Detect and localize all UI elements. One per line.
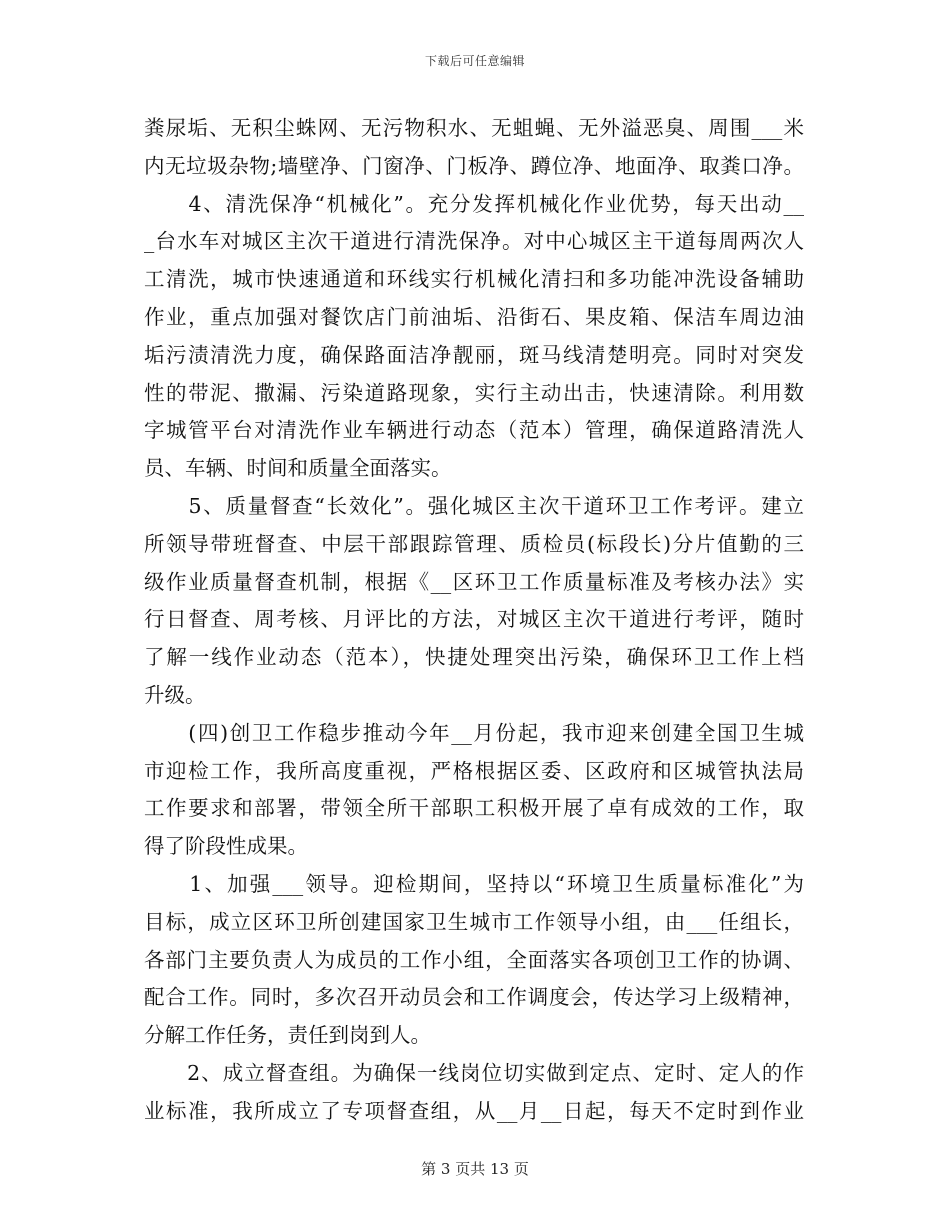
page-footer: 第 3 页共 13 页 bbox=[421, 1160, 529, 1178]
body-line: _台水车对城区主次干道进行清洗保净。对中心城区主干道每周两次人 bbox=[144, 229, 804, 254]
body-line: 配合工作。同时，多次召开动员会和工作调度会，传达学习上级精神， bbox=[144, 985, 804, 1010]
body-line: 得了阶段性成果。 bbox=[144, 834, 308, 859]
body-line: 性的带泥、撒漏、污染道路现象，实行主动出击，快速清除。利用数 bbox=[144, 380, 804, 405]
body-line: 垢污渍清洗力度，确保路面洁净靓丽，斑马线清楚明亮。同时对突发 bbox=[144, 342, 804, 367]
body-line: 工作要求和部署，带领全所干部职工积极开展了卓有成效的工作，取 bbox=[144, 796, 804, 821]
body-line: (四)创卫工作稳步推动今年__月份起，我市迎来创建全国卫生城 bbox=[144, 720, 804, 745]
body-line: 了解一线作业动态（范本），快捷处理突出污染，确保环卫工作上档 bbox=[144, 645, 804, 670]
body-line: 粪尿垢、无积尘蛛网、无污物积水、无蛆蝇、无外溢恶臭、周围___米 bbox=[144, 116, 804, 140]
body-line: 市迎检工作，我所高度重视，严格根据区委、区政府和区城管执法局 bbox=[144, 758, 804, 783]
body-line: 行日督查、周考核、月评比的方法，对城区主次干道进行考评，随时 bbox=[144, 607, 804, 632]
body-line: 业标准，我所成立了专项督查组，从__月__日起，每天不定时到作业 bbox=[144, 1098, 804, 1123]
body-line: 所领导带班督查、中层干部跟踪管理、质检员(标段长)分片值勤的三 bbox=[144, 531, 804, 556]
body-line: 升级。 bbox=[144, 682, 206, 707]
body-line: 作业，重点加强对餐饮店门前油垢、沿街石、果皮箱、保洁车周边油 bbox=[144, 304, 804, 329]
body-line: 目标，成立区环卫所创建国家卫生城市工作领导小组，由___任组长， bbox=[144, 909, 804, 934]
body-line: 2、成立督查组。为确保一线岗位切实做到定点、定时、定人的作 bbox=[144, 1060, 804, 1085]
body-line: 5、质量督查“长效化”。强化城区主次干道环卫工作考评。建立 bbox=[144, 493, 804, 518]
body-line: 分解工作任务，责任到岗到人。 bbox=[144, 1023, 431, 1048]
body-line: 1、加强___领导。迎检期间，坚持以“环境卫生质量标准化”为 bbox=[144, 871, 804, 896]
body-line: 4、清洗保净“机械化”。充分发挥机械化作业优势，每天出动__ bbox=[144, 191, 804, 216]
body-line: 字城管平台对清洗作业车辆进行动态（范本）管理，确保道路清洗人 bbox=[144, 418, 804, 443]
document-body bbox=[144, 110, 804, 1131]
body-line: 各部门主要负责人为成员的工作小组，全面落实各项创卫工作的协调、 bbox=[144, 947, 804, 972]
body-line: 级作业质量督查机制，根据《__区环卫工作质量标准及考核办法》实 bbox=[144, 569, 804, 594]
body-line: 员、车辆、时间和质量全面落实。 bbox=[144, 456, 452, 481]
body-line: 工清洗，城市快速通道和环线实行机械化清扫和多功能冲洗设备辅助 bbox=[144, 267, 804, 292]
body-line: 内无垃圾杂物;墙壁净、门窗净、门板净、蹲位净、地面净、取粪口净。 bbox=[144, 153, 804, 178]
page-header: 下载后可任意编辑 bbox=[424, 54, 525, 68]
